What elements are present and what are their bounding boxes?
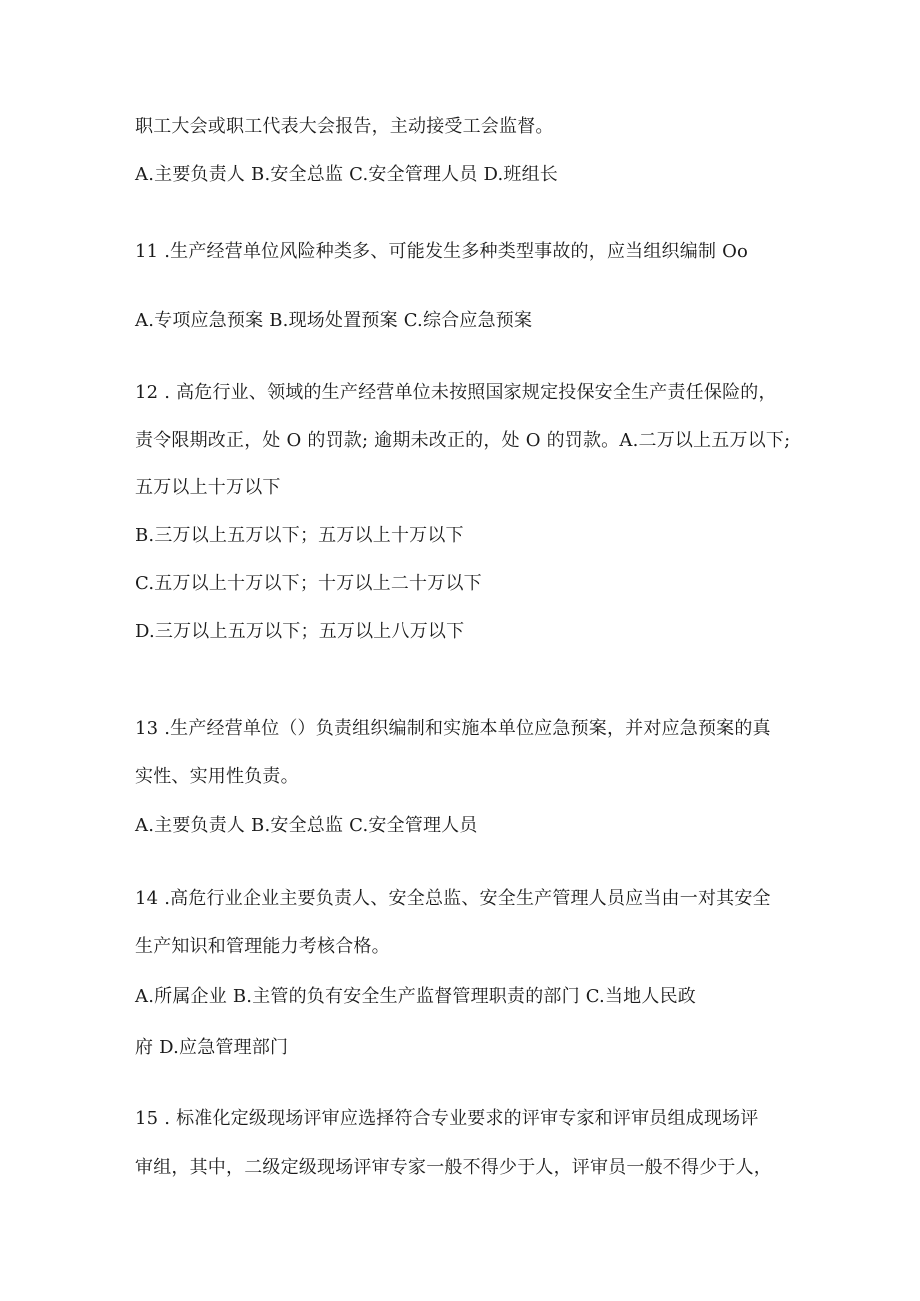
q13-stem-line1: 13 .生产经营单位（）负责组织编制和实施本单位应急预案，并对应急预案的真 <box>135 718 771 739</box>
q14-stem-line2: 生产知识和管理能力考核合格。 <box>135 936 390 957</box>
q12-stem-line2: 责令限期改正，处 O 的罚款; 逾期未改正的，处 O 的罚款。A.二万以上五万以下; <box>135 430 791 451</box>
q15-stem-line1: 15 . 标准化定级现场评审应选择符合专业要求的评审专家和评审员组成现场评 <box>135 1108 759 1129</box>
q12-option-b: B.三万以上五万以下；五万以上十万以下 <box>135 525 464 546</box>
q13-stem-line2: 实性、实用性负责。 <box>135 766 299 787</box>
q15-stem-line2: 审组，其中，二级定级现场评审专家一般不得少于人，评审员一般不得少于人， <box>135 1157 772 1178</box>
q10-options: A.主要负责人 B.安全总监 C.安全管理人员 D.班组长 <box>135 164 558 185</box>
q10-continuation: 职工大会或职工代表大会报告，主动接受工会监督。 <box>135 116 554 137</box>
q12-option-c: C.五万以上十万以下；十万以上二十万以下 <box>135 573 482 594</box>
q14-options-line1: A.所属企业 B.主管的负有安全生产监督管理职责的部门 C.当地人民政 <box>135 986 696 1007</box>
q12-stem-line1: 12 . 高危行业、领域的生产经营单位未按照国家规定投保安全生产责任保险的， <box>135 382 777 403</box>
q14-options-line2: 府 D.应急管理部门 <box>135 1037 289 1058</box>
q12-option-d: D.三万以上五万以下；五万以上八万以下 <box>135 621 465 642</box>
q13-options: A.主要负责人 B.安全总监 C.安全管理人员 <box>135 815 478 836</box>
q11-stem: 11 .生产经营单位风险种类多、可能发生多种类型事故的，应当组织编制 Oo <box>135 241 749 262</box>
q11-options: A.专项应急预案 B.现场处置预案 C.综合应急预案 <box>135 310 533 331</box>
q14-stem-line1: 14 .高危行业企业主要负责人、安全总监、安全生产管理人员应当由一对其安全 <box>135 888 771 909</box>
q12-stem-line3: 五万以上十万以下 <box>135 477 281 498</box>
